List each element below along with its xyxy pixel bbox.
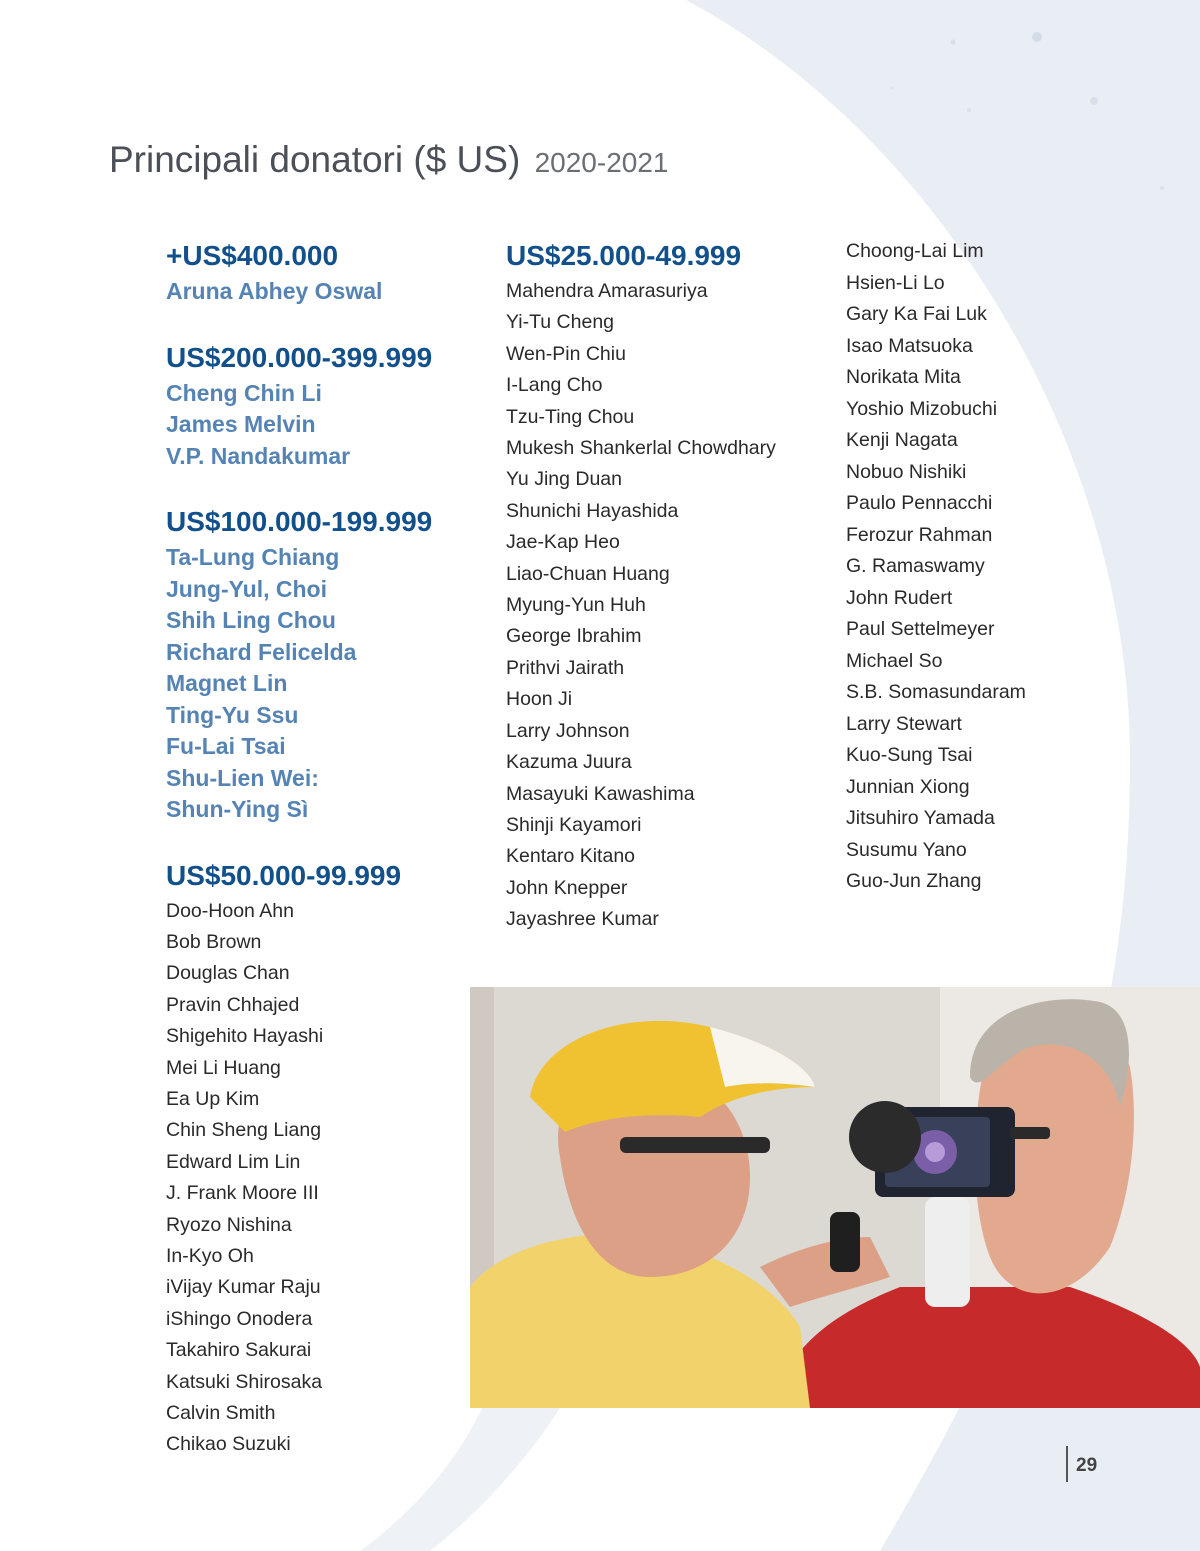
tier-heading: US$25.000-49.999 xyxy=(506,240,742,271)
donor-name: Mei Li Huang xyxy=(166,1056,281,1079)
donor-name: Mahendra Amarasuriya xyxy=(506,280,708,302)
donor-name: Ferozur Rahman xyxy=(846,523,993,546)
donor-name: James Melvin xyxy=(166,411,316,437)
donor-name: Shinji Kayamori xyxy=(506,813,642,836)
donor-name: George Ibrahim xyxy=(506,625,642,648)
donor-name: Magnet Lin xyxy=(166,670,288,696)
donor-name: Kentaro Kitano xyxy=(506,845,636,868)
donor-name: Ryozo Nishina xyxy=(166,1213,292,1236)
donor-list xyxy=(166,896,486,1461)
donor-name: Masayuki Kawashima xyxy=(506,782,695,805)
donor-name: Douglas Chan xyxy=(166,962,290,985)
donor-name: iShingo Onodera xyxy=(166,1307,313,1330)
donor-name: Chikao Suzuki xyxy=(166,1433,291,1456)
donor-name: Takahiro Sakurai xyxy=(166,1339,312,1362)
donor-name: Mukesh Shankerlal Chowdhary xyxy=(506,437,776,460)
donor-group-25k-continued xyxy=(846,236,1186,898)
donor-name: Chin Sheng Liang xyxy=(166,1119,322,1142)
donor-name: Nobuo Nishiki xyxy=(846,460,967,483)
page-title xyxy=(109,138,668,185)
donor-name: Edward Lim Lin xyxy=(166,1150,301,1173)
tier-heading: US$200.000-399.999 xyxy=(166,341,433,373)
donor-column-3 xyxy=(846,236,1186,928)
donor-name: S.B. Somasundaram xyxy=(846,681,1026,703)
eye-exam-photo xyxy=(470,987,1200,1408)
donor-name: Guo-Jun Zhang xyxy=(846,870,982,892)
donor-name: Norikata Mita xyxy=(846,366,961,388)
donor-name: iVijay Kumar Raju xyxy=(166,1276,321,1299)
donor-name: Katsuki Shirosaka xyxy=(166,1370,323,1393)
tier-heading: +US$400.000 xyxy=(166,240,339,271)
donor-name: Doo-Hoon Ahn xyxy=(166,899,294,922)
donor-name: Yi-Tu Cheng xyxy=(506,311,615,334)
donor-name: Kuo-Sung Tsai xyxy=(846,744,973,766)
donor-name: Yu Jing Duan xyxy=(506,468,623,491)
donor-name: Shun-Ying Sì xyxy=(166,796,309,822)
donor-name: Larry Johnson xyxy=(506,719,630,742)
donor-name: Ting-Yu Ssu xyxy=(166,701,299,728)
donor-name: Ea Up Kim xyxy=(166,1087,260,1110)
donor-group-100k xyxy=(166,502,486,826)
donor-name: Jayashree Kumar xyxy=(506,908,659,931)
donor-name: Isao Matsuoka xyxy=(846,334,973,357)
donor-name: Jitsuhiro Yamada xyxy=(846,807,995,829)
donor-name: Prithvi Jairath xyxy=(506,656,625,679)
donor-name: Wen-Pin Chiu xyxy=(506,342,626,365)
donor-name: Larry Stewart xyxy=(846,712,962,735)
page-number: 29 xyxy=(1066,1446,1097,1482)
donor-name: Shih Ling Chou xyxy=(166,607,336,633)
donor-list xyxy=(166,276,486,308)
title-main: Principali donatori ($ US) xyxy=(109,139,521,180)
donor-name: Paul Settelmeyer xyxy=(846,618,995,640)
donor-name: Shigehito Hayashi xyxy=(166,1025,324,1048)
donor-column-1 xyxy=(166,236,486,1491)
donor-list xyxy=(846,236,1186,898)
donor-name: John Rudert xyxy=(846,586,953,609)
donor-name: Kenji Nagata xyxy=(846,429,958,451)
donor-name: Paulo Pennacchi xyxy=(846,492,993,514)
donor-group-50k xyxy=(166,856,486,1461)
donor-name: Junnian Xiong xyxy=(846,775,970,798)
donor-name: Richard Felicelda xyxy=(166,638,357,665)
donor-list xyxy=(506,276,826,936)
donor-name: Michael So xyxy=(846,649,943,672)
tier-heading: US$100.000-199.999 xyxy=(166,506,433,537)
donor-name: Hsien-Li Lo xyxy=(846,271,945,294)
title-years: 2020-2021 xyxy=(534,147,669,178)
donor-name: John Knepper xyxy=(506,876,628,899)
donor-name: Tzu-Ting Chou xyxy=(506,405,635,428)
donor-name: Jung-Yul, Choi xyxy=(166,575,327,602)
donor-group-200k xyxy=(166,338,486,473)
donor-name: Calvin Smith xyxy=(166,1402,276,1424)
donor-name: G. Ramaswamy xyxy=(846,555,985,577)
donor-name: Choong-Lai Lim xyxy=(846,240,984,262)
donor-name: V.P. Nandakumar xyxy=(166,442,351,469)
donor-name: Fu-Lai Tsai xyxy=(166,733,286,759)
donor-name: Susumu Yano xyxy=(846,838,967,861)
donor-column-2 xyxy=(506,236,826,966)
donor-name: Ta-Lung Chiang xyxy=(166,544,340,570)
tier-heading: US$50.000-99.999 xyxy=(166,859,402,891)
donor-name: Shu-Lien Wei: xyxy=(166,764,319,791)
donor-group-400k xyxy=(166,236,486,308)
donor-name: In-Kyo Oh xyxy=(166,1244,254,1267)
donor-name: Bob Brown xyxy=(166,930,262,953)
donor-name: Liao-Chuan Huang xyxy=(506,562,670,585)
donor-name: Jae-Kap Heo xyxy=(506,531,620,554)
donor-name: Kazuma Juura xyxy=(506,751,632,774)
donor-name: Cheng Chin Li xyxy=(166,379,322,406)
donor-name: Aruna Abhey Oswal xyxy=(166,278,383,304)
donor-name: Pravin Chhajed xyxy=(166,993,300,1016)
donor-name: J. Frank Moore III xyxy=(166,1182,319,1205)
donor-list xyxy=(166,542,486,826)
donor-name: Gary Ka Fai Luk xyxy=(846,303,987,325)
donor-name: Myung-Yun Huh xyxy=(506,594,646,617)
donor-list xyxy=(166,378,486,473)
donor-name: Shunichi Hayashida xyxy=(506,499,679,522)
donor-group-25k xyxy=(506,236,826,936)
donor-name: Yoshio Mizobuchi xyxy=(846,397,998,420)
donor-name: I-Lang Cho xyxy=(506,374,603,397)
donor-name: Hoon Ji xyxy=(506,688,573,711)
